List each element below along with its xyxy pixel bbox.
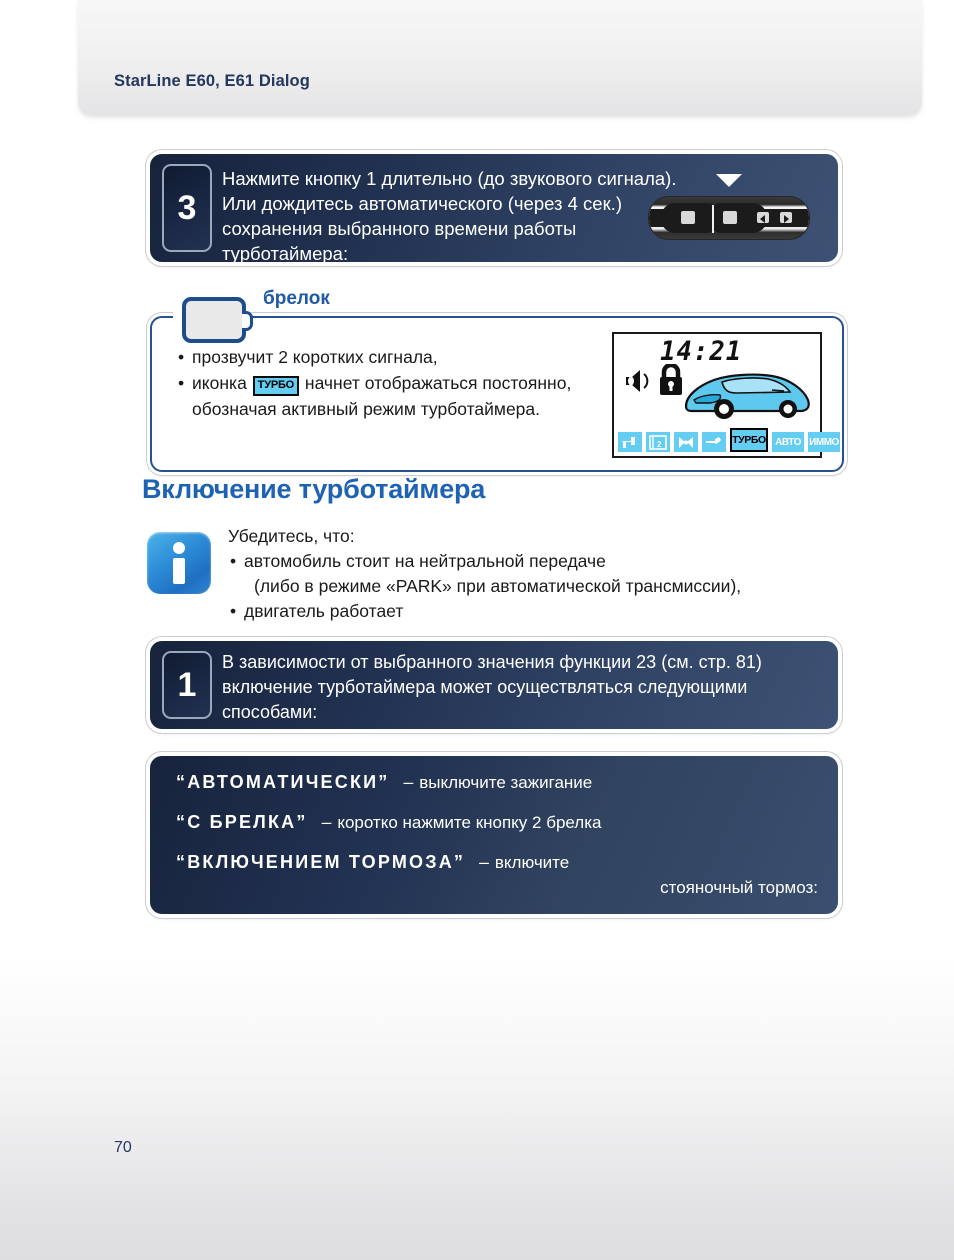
lcd-turbo-badge: ТУРБО	[730, 428, 768, 452]
step-1-text: В зависимости от выбранного значения функции 23 (см. стр. 81) включение турботаймера может осуществляться следующими способами:	[222, 652, 762, 722]
info-note-text	[228, 524, 848, 624]
fob-button-2-icon	[723, 211, 737, 224]
info-lead: Убедитесь, что:	[228, 526, 355, 546]
fob-left-arrow-icon	[760, 215, 765, 223]
fob-bullet-2	[176, 370, 596, 422]
fob-response-panel	[150, 316, 844, 472]
activation-options-box	[150, 756, 838, 914]
siren-icon	[618, 432, 642, 452]
option-value: выключите зажигание	[419, 773, 593, 792]
section-title: Включение турботаймера	[142, 474, 486, 504]
step-1-box	[150, 641, 838, 729]
remote-fob-illustration	[638, 174, 818, 244]
door-2-icon	[646, 432, 670, 452]
lcd-status-icon-row	[618, 428, 840, 452]
option-row	[176, 852, 820, 873]
info-icon	[147, 532, 211, 594]
fob-bullet-1: • прозвучит 2 коротких сигнала,	[176, 344, 596, 370]
info-bullet-2: • двигатель работает	[228, 599, 848, 624]
option-continuation: стояночный тормоз:	[660, 878, 818, 897]
wrench-icon	[702, 432, 726, 452]
turbo-inline-chip: ТУРБО	[253, 376, 299, 396]
lcd-clock: 14:21	[660, 336, 743, 367]
option-key: “ВКЛЮЧЕНИЕМ ТОРМОЗА”	[176, 852, 466, 872]
info-icon-stem	[173, 558, 185, 584]
page-number: 70	[114, 1139, 132, 1156]
down-arrow-icon	[716, 174, 742, 187]
lcd-display	[612, 332, 839, 458]
option-value: коротко нажмите кнопку 2 брелка	[337, 813, 602, 832]
step-3-number: 3	[162, 164, 212, 252]
page-header-band	[78, 0, 922, 116]
step-3-text: Нажмите кнопку 1 длительно (до звукового сигнала). Или дождитесь автоматического (через 4 сек.) сохранения выбранного времени работы турботаймера:	[222, 168, 677, 264]
option-key: “АВТОМАТИЧЕСКИ”	[176, 772, 390, 792]
option-value: включите	[494, 853, 570, 872]
option-dash: –	[479, 852, 489, 872]
option-key: “С БРЕЛКА”	[176, 812, 308, 832]
fan-icon	[674, 432, 698, 452]
fob-right-arrow-icon	[784, 215, 789, 223]
fob-body	[648, 196, 810, 240]
info-bullet-1-continuation: (либо в режиме «PARK» при автоматической трансмиссии),	[254, 576, 742, 596]
header-title: StarLine E60, E61 Dialog	[114, 72, 310, 90]
fob-badge-label: брелок	[263, 288, 330, 309]
info-icon-dot	[173, 542, 185, 554]
option-dash: –	[321, 812, 332, 832]
option-row	[176, 812, 820, 833]
option-row	[176, 772, 820, 793]
step-3-box	[150, 154, 838, 262]
info-bullet-1: • автомобиль стоит на нейтральной передаче	[228, 549, 848, 574]
fob-bullet-2-after: начнет отображаться постоянно, обозначая активный режим турботаймера.	[192, 373, 572, 419]
svg-text:2: 2	[657, 439, 662, 449]
fob-divider	[712, 205, 714, 233]
car-icon	[676, 366, 816, 422]
option-dash: –	[403, 772, 414, 792]
lcd-auto-badge: АВТО	[772, 432, 804, 452]
step-1-number: 1	[162, 651, 212, 719]
fob-badge	[176, 292, 248, 342]
fob-bullet-list	[176, 344, 596, 422]
lcd-immo-badge: ИММО	[808, 432, 840, 452]
fob-badge-icon	[182, 297, 246, 343]
speaker-icon	[624, 368, 654, 394]
fob-bullet-2-before: иконка	[192, 373, 252, 393]
fob-button-1-icon	[681, 211, 695, 224]
